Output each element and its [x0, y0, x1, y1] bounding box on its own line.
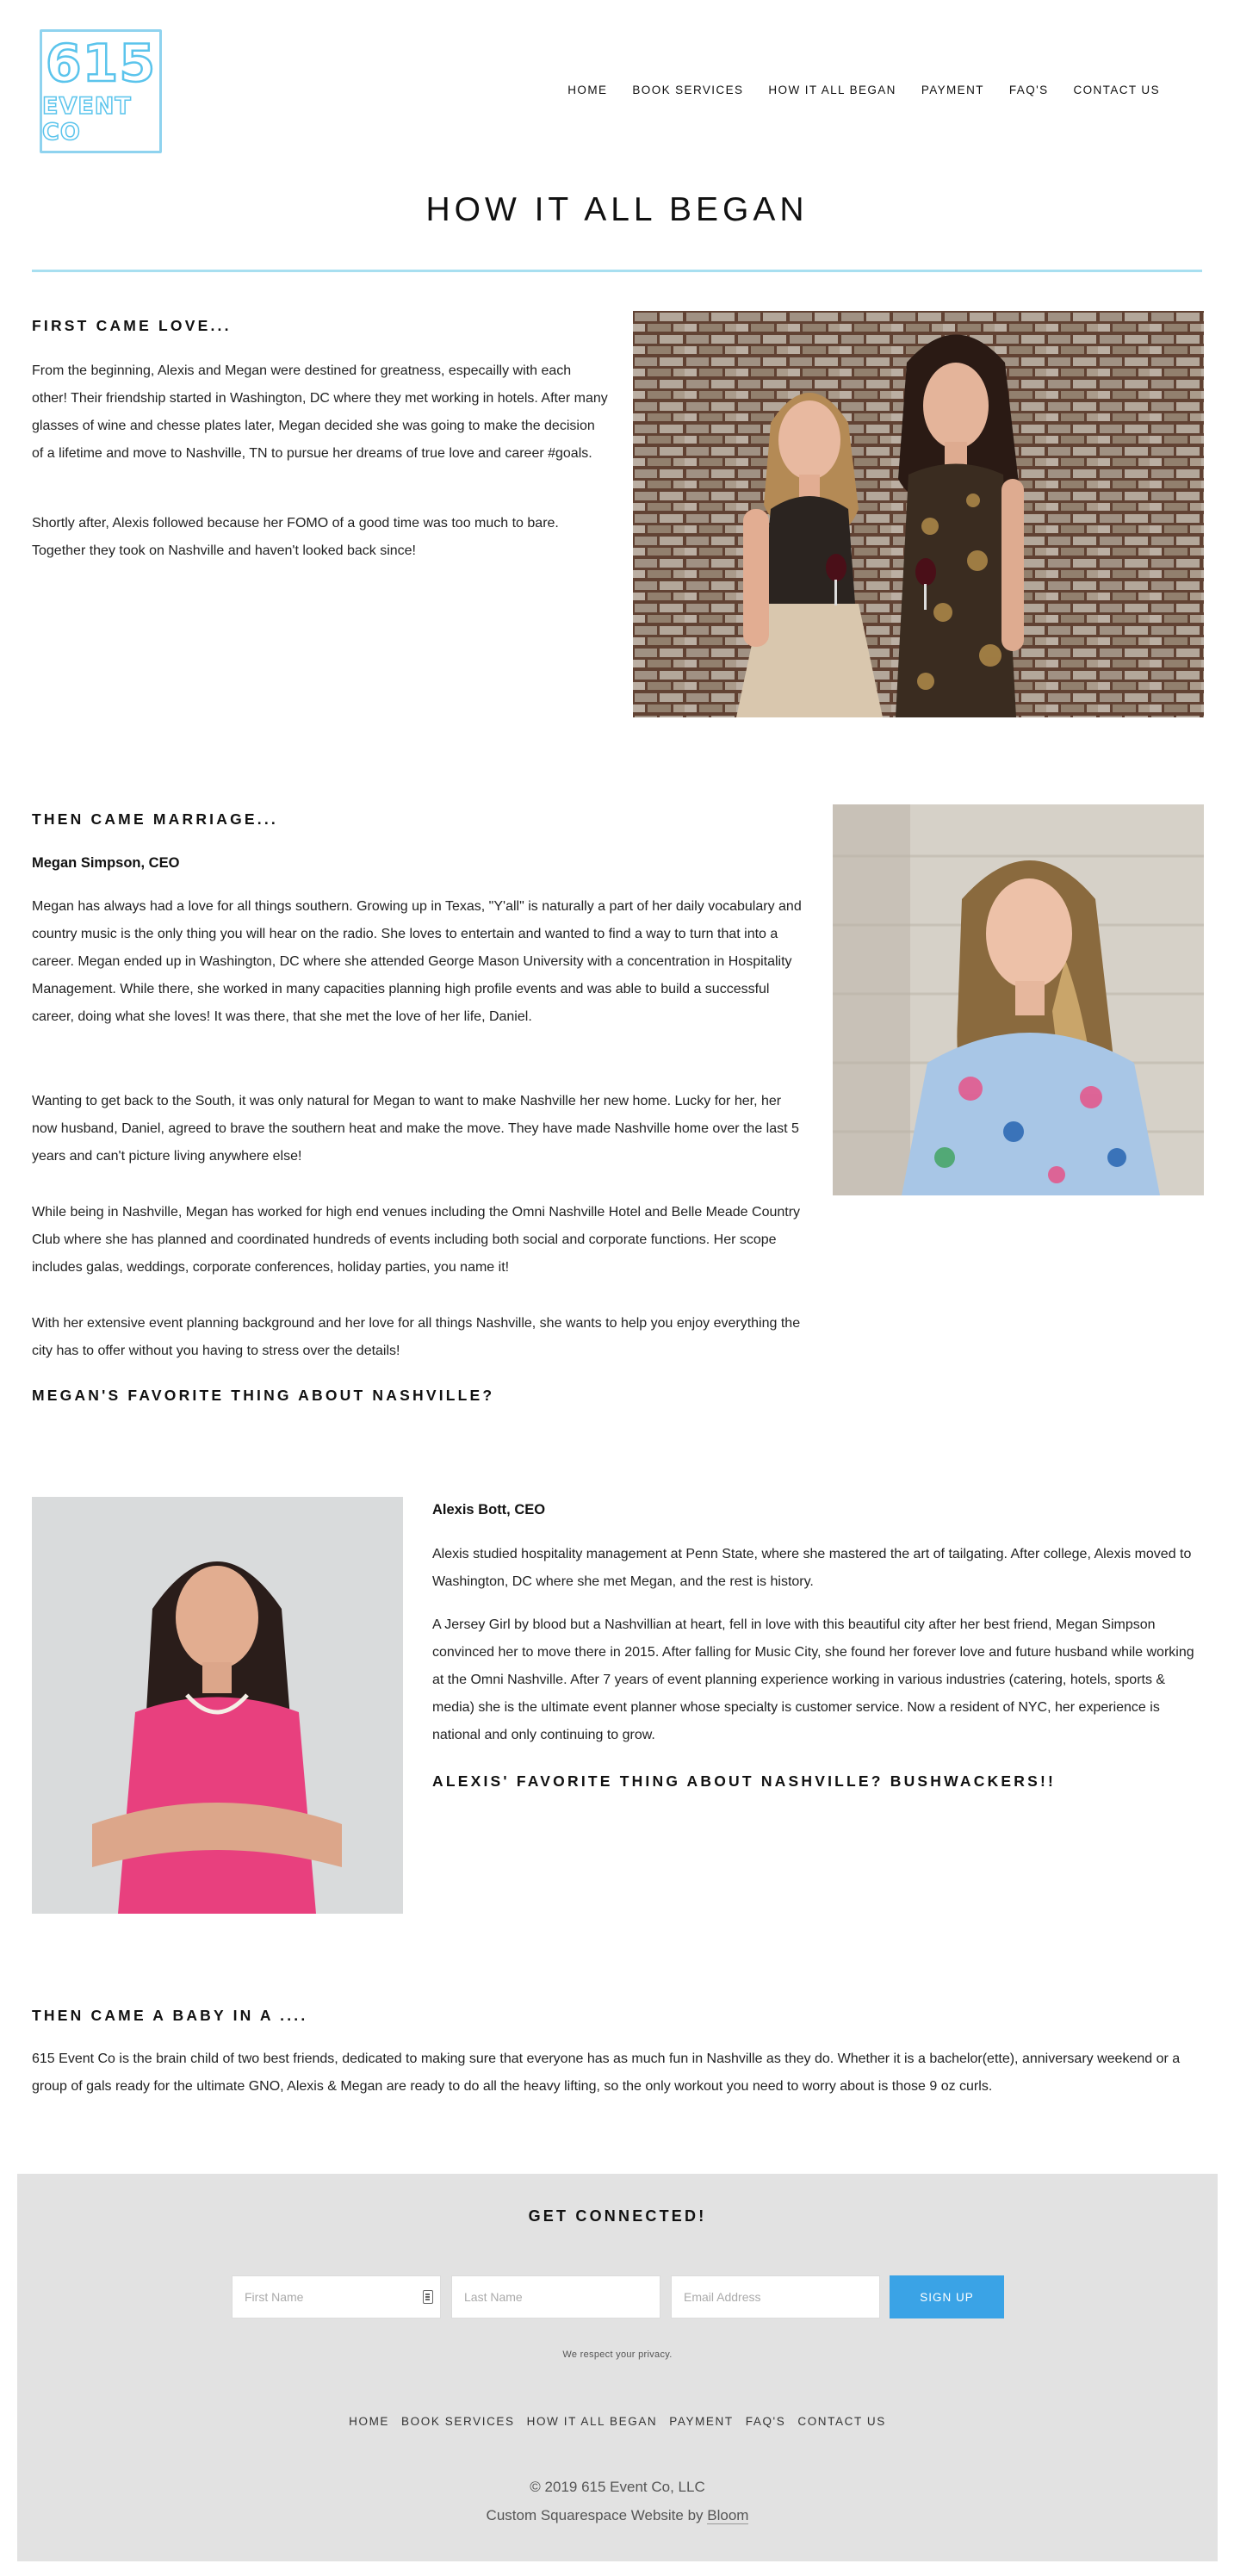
- email-field[interactable]: [671, 2275, 880, 2318]
- last-name-placeholder: Last Name: [464, 2290, 523, 2304]
- newsletter-title: GET CONNECTED!: [528, 2207, 707, 2225]
- love-paragraph-2: Shortly after, Alexis followed because her FOMO of a good time was too much to bare. Together they took on Nashville and haven't looked back since!: [32, 516, 559, 558]
- alexis-favorite-heading: ALEXIS' FAVORITE THING ABOUT NASHVILLE? BUSHWACKERS!!: [432, 1772, 1057, 1790]
- footer-nav-payment[interactable]: PAYMENT: [669, 2415, 734, 2428]
- alexis-portrait-photo: [32, 1497, 403, 1914]
- credit-prefix: Custom Squarespace Website by: [486, 2507, 708, 2523]
- alexis-paragraph-2: A Jersey Girl by blood but a Nashvillian at heart, fell in love with this beautiful city after her best friend, Megan Simpson convinced her to move there in 2015. After falling for Music City, she found her forever love and future husband while working at the Omni Nashville. After 7 years of event planning experience working in various industries (catering, hotels, sports & media) she is the ultimate event planner whose specialty is customer service. Now a resident of NYC, her experience is national and only continuing to grow.: [432, 1617, 1194, 1742]
- site-footer: [17, 2174, 1218, 2561]
- megan-portrait-photo: [833, 804, 1204, 1195]
- credit-line: [17, 2501, 1218, 2529]
- page-title: HOW IT ALL BEGAN: [425, 191, 809, 228]
- copyright-text: © 2019 615 Event Co, LLC: [530, 2479, 705, 2495]
- megan-name: Megan Simpson, CEO: [32, 855, 180, 871]
- nav-how-it-all-began[interactable]: HOW IT ALL BEGAN: [768, 84, 896, 96]
- footer-nav-home[interactable]: HOME: [349, 2415, 390, 2428]
- form-fill-icon[interactable]: [423, 2290, 433, 2304]
- logo-number: 615: [45, 34, 157, 94]
- email-placeholder: Email Address: [684, 2290, 761, 2304]
- alexis-paragraph-1: Alexis studied hospitality management at Penn State, where she mastered the art of tailgating. After college, Alexis moved to Washington, DC where she met Megan, and the rest is history.: [432, 1547, 1192, 1589]
- megan-paragraph-4: With her extensive event planning background and her love for all things Nashville, she wants to help you enjoy everything the city has to offer without you having to stress over the details!: [32, 1316, 801, 1358]
- last-name-field[interactable]: [451, 2275, 660, 2318]
- privacy-note: We respect your privacy.: [562, 2349, 673, 2360]
- megan-paragraph-1: Megan has always had a love for all things southern. Growing up in Texas, "Y'all" is naturally a part of her daily vocabulary and country music is the only thing you will hear on the radio. She loves to entertain and wanted to find a way to turn that into a career. Megan ended up in Washington, DC where she attended George Mason University with a concentration in Hospitality Management. While there, she worked in many capacities planning high profile events and was able to build a successful career, doing what she loves! It was there, that she met the love of her life, Daniel.: [32, 899, 802, 1024]
- baby-heading: THEN CAME A BABY IN A ....: [32, 2007, 308, 2024]
- marriage-heading: THEN CAME MARRIAGE...: [32, 810, 278, 828]
- love-heading: FIRST CAME LOVE...: [32, 317, 232, 334]
- footer-nav-book-services[interactable]: BOOK SERVICES: [401, 2415, 515, 2428]
- bloom-link[interactable]: Bloom: [707, 2507, 749, 2523]
- first-name-field[interactable]: [232, 2275, 441, 2318]
- megan-paragraph-2: Wanting to get back to the South, it was only natural for Megan to want to make Nashville her new home. Lucky for her, her now husband, Daniel, agreed to brave the southern heat and make the move. They have made Nashville home over the last 5 years and can't picture living anywhere else!: [32, 1094, 799, 1164]
- sign-up-button[interactable]: SIGN UP: [890, 2275, 1004, 2318]
- main-nav: [543, 84, 1160, 96]
- nav-home[interactable]: HOME: [567, 84, 608, 96]
- nav-contact-us[interactable]: CONTACT US: [1073, 84, 1160, 96]
- logo-text: EVENT CO: [42, 93, 132, 146]
- first-name-placeholder: First Name: [245, 2290, 304, 2304]
- footer-nav: [17, 2415, 1218, 2428]
- site-header: [0, 0, 1234, 181]
- baby-paragraph: 615 Event Co is the brain child of two best friends, dedicated to making sure that everyone has as much fun in Nashville as they do. Whether it is a bachelor(ette), anniversary weekend or a group of gals ready for the ultimate GNO, Alexis & Megan are ready to do all the heavy lifting, so the only workout you need to worry about is those 9 oz curls.: [32, 2051, 1181, 2094]
- title-divider: [32, 270, 1202, 272]
- footer-nav-how-it-all-began[interactable]: HOW IT ALL BEGAN: [526, 2415, 658, 2428]
- nav-payment[interactable]: PAYMENT: [921, 84, 984, 96]
- alexis-and-megan-photo: [633, 311, 1204, 717]
- megan-paragraph-3: While being in Nashville, Megan has worked for high end venues including the Omni Nashville Hotel and Belle Meade Country Club where she has planned and coordinated hundreds of events including both social and corporate functions. Her scope includes galas, weddings, corporate conferences, holiday parties, you name it!: [32, 1205, 801, 1275]
- love-paragraph-1: From the beginning, Alexis and Megan were destined for greatness, especailly with each other! Their friendship started in Washington, DC where they met working in hotels. After many glasses of wine and chesse plates later, Megan decided she was going to make the decision of a lifetime and move to Nashville, TN to pursue her dreams of true love and career #goals.: [32, 363, 608, 461]
- footer-nav-contact-us[interactable]: CONTACT US: [797, 2415, 886, 2428]
- nav-book-services[interactable]: BOOK SERVICES: [632, 84, 744, 96]
- alexis-name: Alexis Bott, CEO: [432, 1502, 546, 1518]
- site-logo[interactable]: [40, 29, 162, 153]
- footer-nav-faqs[interactable]: FAQ'S: [745, 2415, 786, 2428]
- megan-favorite-heading: MEGAN'S FAVORITE THING ABOUT NASHVILLE?: [32, 1387, 495, 1404]
- footer-copyright-block: [17, 2473, 1218, 2529]
- nav-faqs[interactable]: FAQ'S: [1008, 84, 1049, 96]
